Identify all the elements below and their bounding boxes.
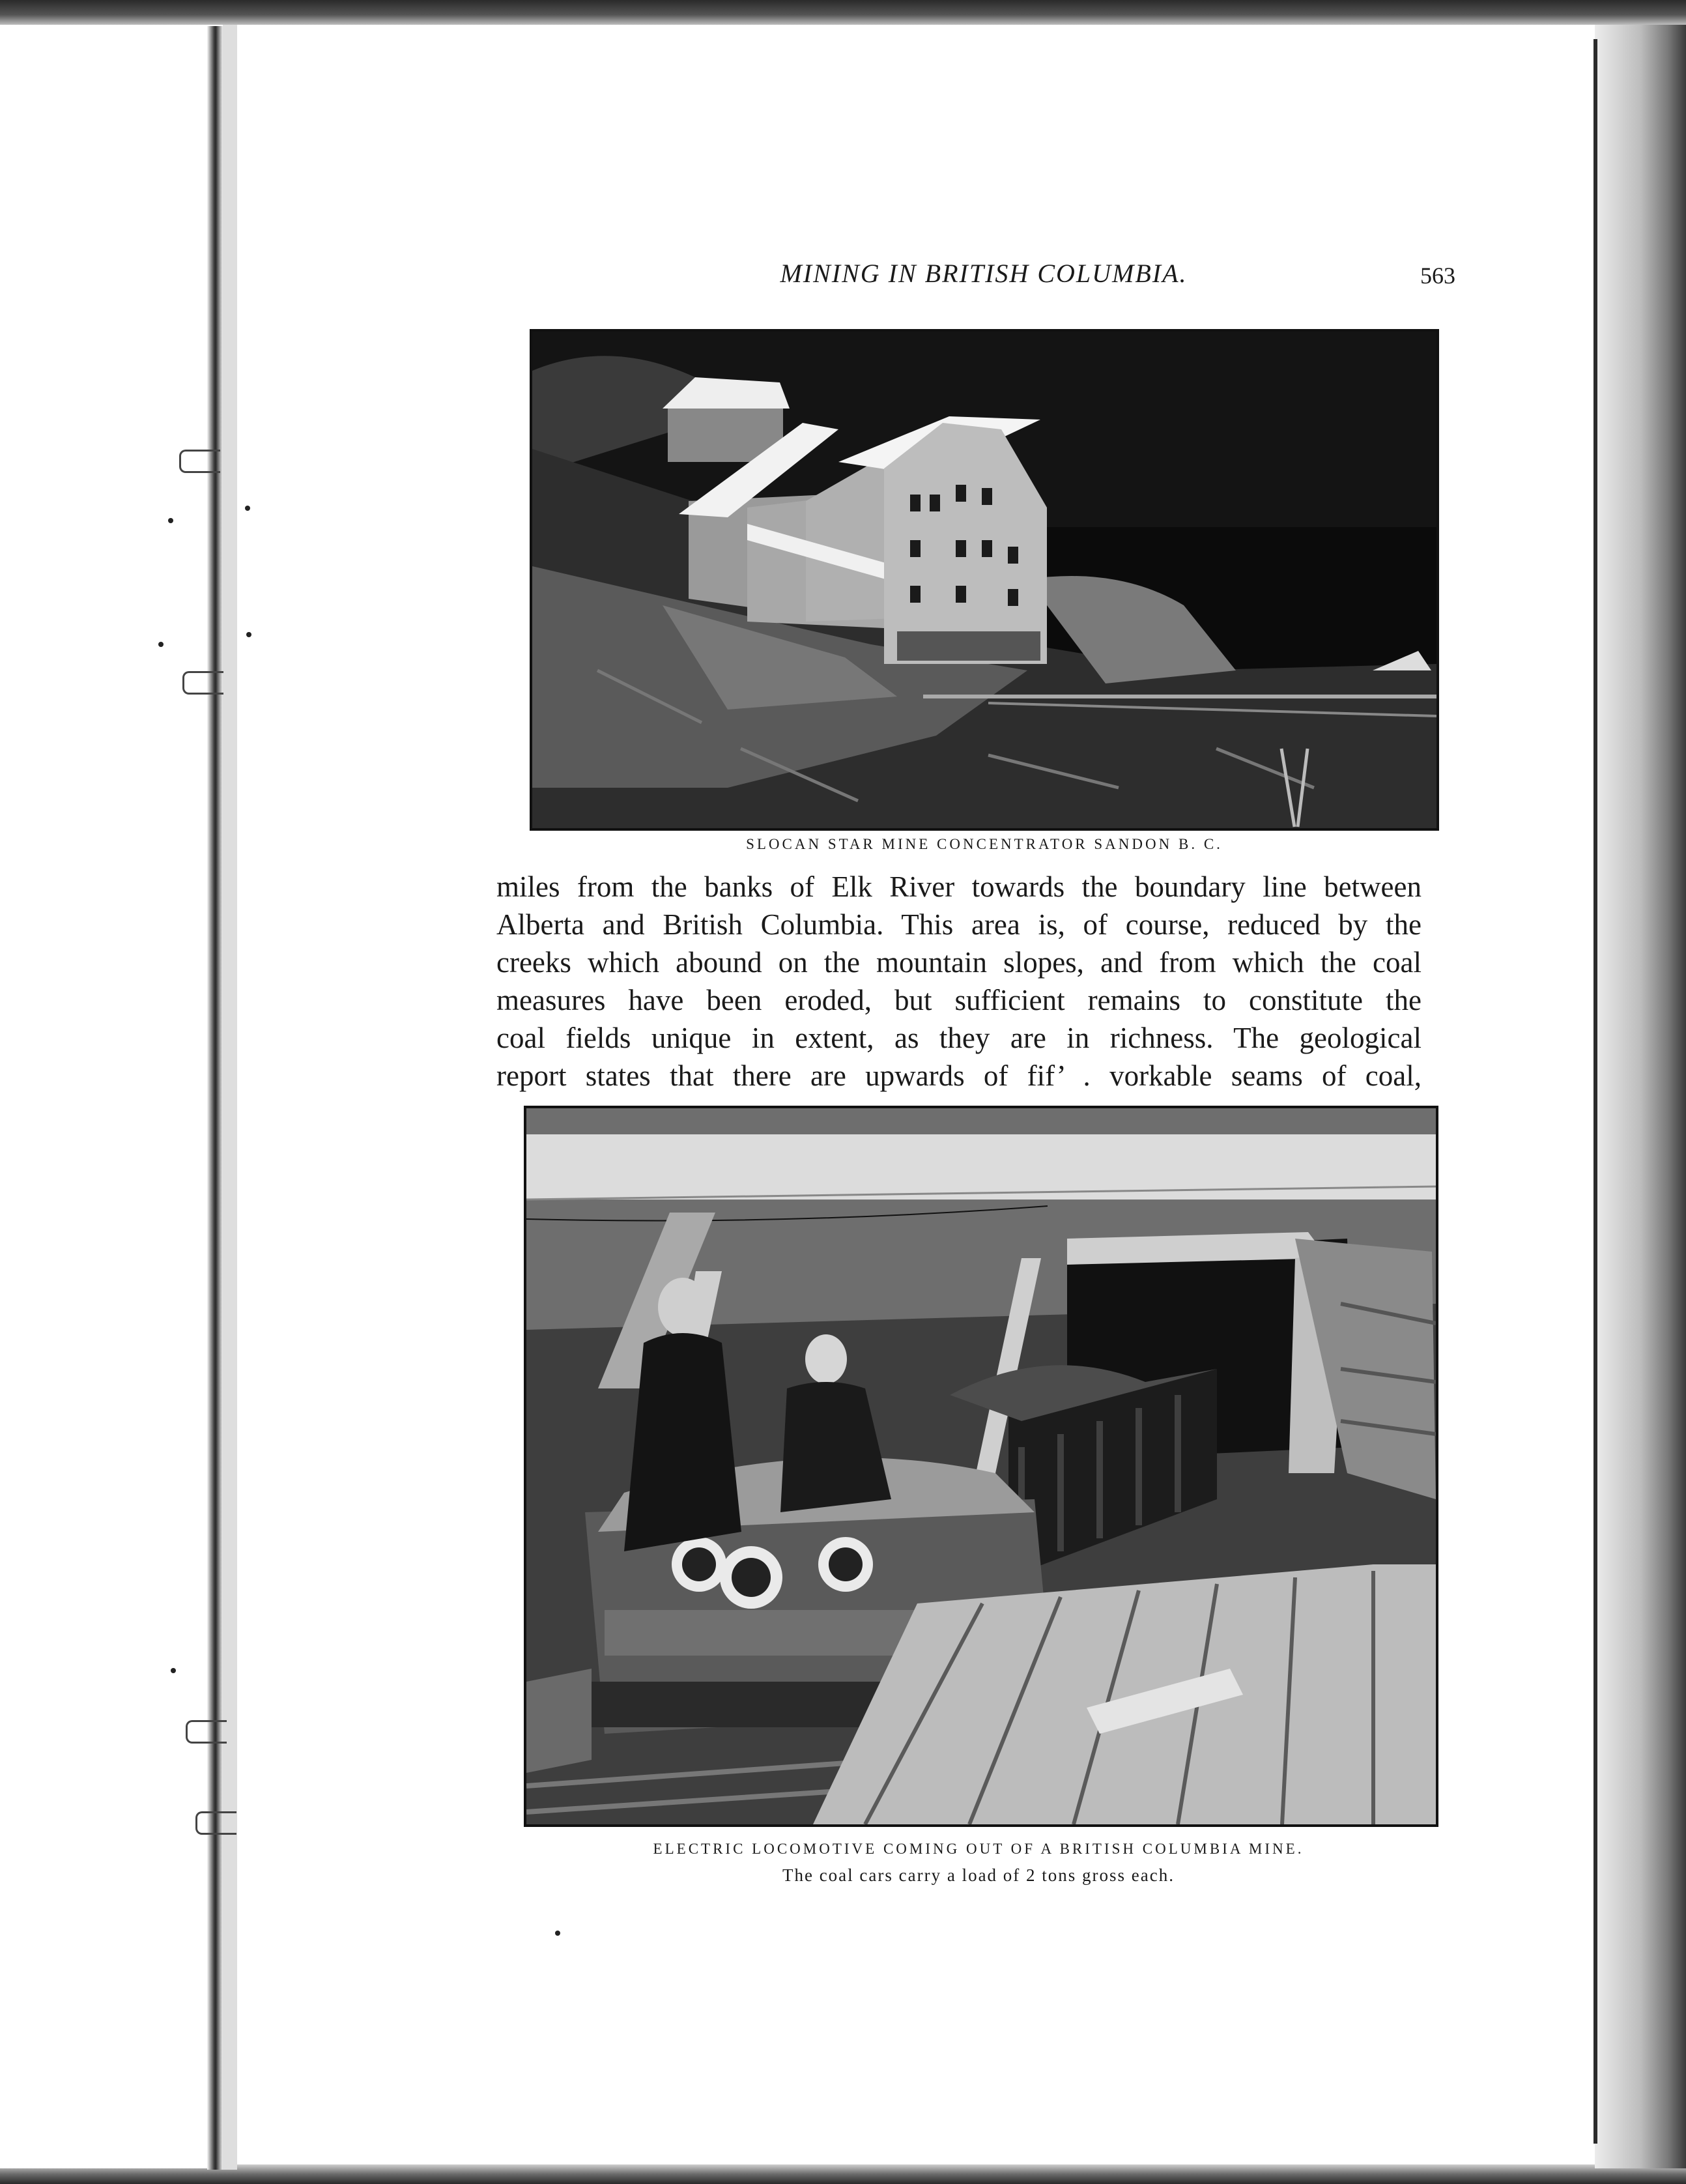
scan-bottom-edge (0, 2164, 1686, 2184)
binding-hole (168, 518, 173, 523)
text-line: measures have been eroded, but sufficient remains to constitute the (496, 984, 1422, 1016)
running-head: MINING IN BRITISH COLUMBIA. (780, 259, 1188, 288)
text-line: coal fields unique in extent, as they are in richness. The geological (496, 1022, 1422, 1054)
photo-electric-locomotive (524, 1106, 1438, 1827)
text-line: report states that there are upwards of fif’ . vorkable seams of coal, (496, 1059, 1422, 1092)
binding-hole (158, 642, 164, 647)
figure-caption: ELECTRIC LOCOMOTIVE COMING OUT OF A BRITISH COLUMBIA MINE. (653, 1841, 1304, 1857)
ink-speck (555, 1931, 560, 1936)
text-line: miles from the banks of Elk River towards the boundary line between (496, 870, 1422, 903)
book-cover-edge (1595, 25, 1686, 2168)
page-number: 563 (1420, 263, 1455, 289)
book-spine (207, 26, 223, 2170)
body-paragraph (496, 868, 1422, 1095)
figure-caption: SLOCAN STAR MINE CONCENTRATOR SANDON B. C. (746, 836, 1223, 852)
text-line: Alberta and British Columbia. This area is, of course, reduced by the (496, 908, 1422, 941)
mine-concentrator-photo (532, 332, 1436, 828)
cover-board-line (1593, 39, 1597, 2144)
locomotive-photo (526, 1108, 1436, 1824)
binding-stitch (186, 1720, 227, 1744)
text-line: creeks which abound on the mountain slopes, and from which the coal (496, 946, 1422, 979)
binding-stitch (195, 1811, 236, 1835)
photo-slocan-star-concentrator (530, 329, 1439, 831)
page-gutter (223, 25, 237, 2170)
scan-top-edge (0, 0, 1686, 25)
binding-stitch (182, 671, 223, 695)
binding-hole (171, 1668, 176, 1673)
facing-blank-page (0, 25, 220, 2168)
binding-hole (245, 506, 250, 511)
figure-subcaption: The coal cars carry a load of 2 tons gross each. (782, 1865, 1175, 1885)
binding-stitch (179, 450, 220, 473)
binding-hole (246, 632, 251, 637)
